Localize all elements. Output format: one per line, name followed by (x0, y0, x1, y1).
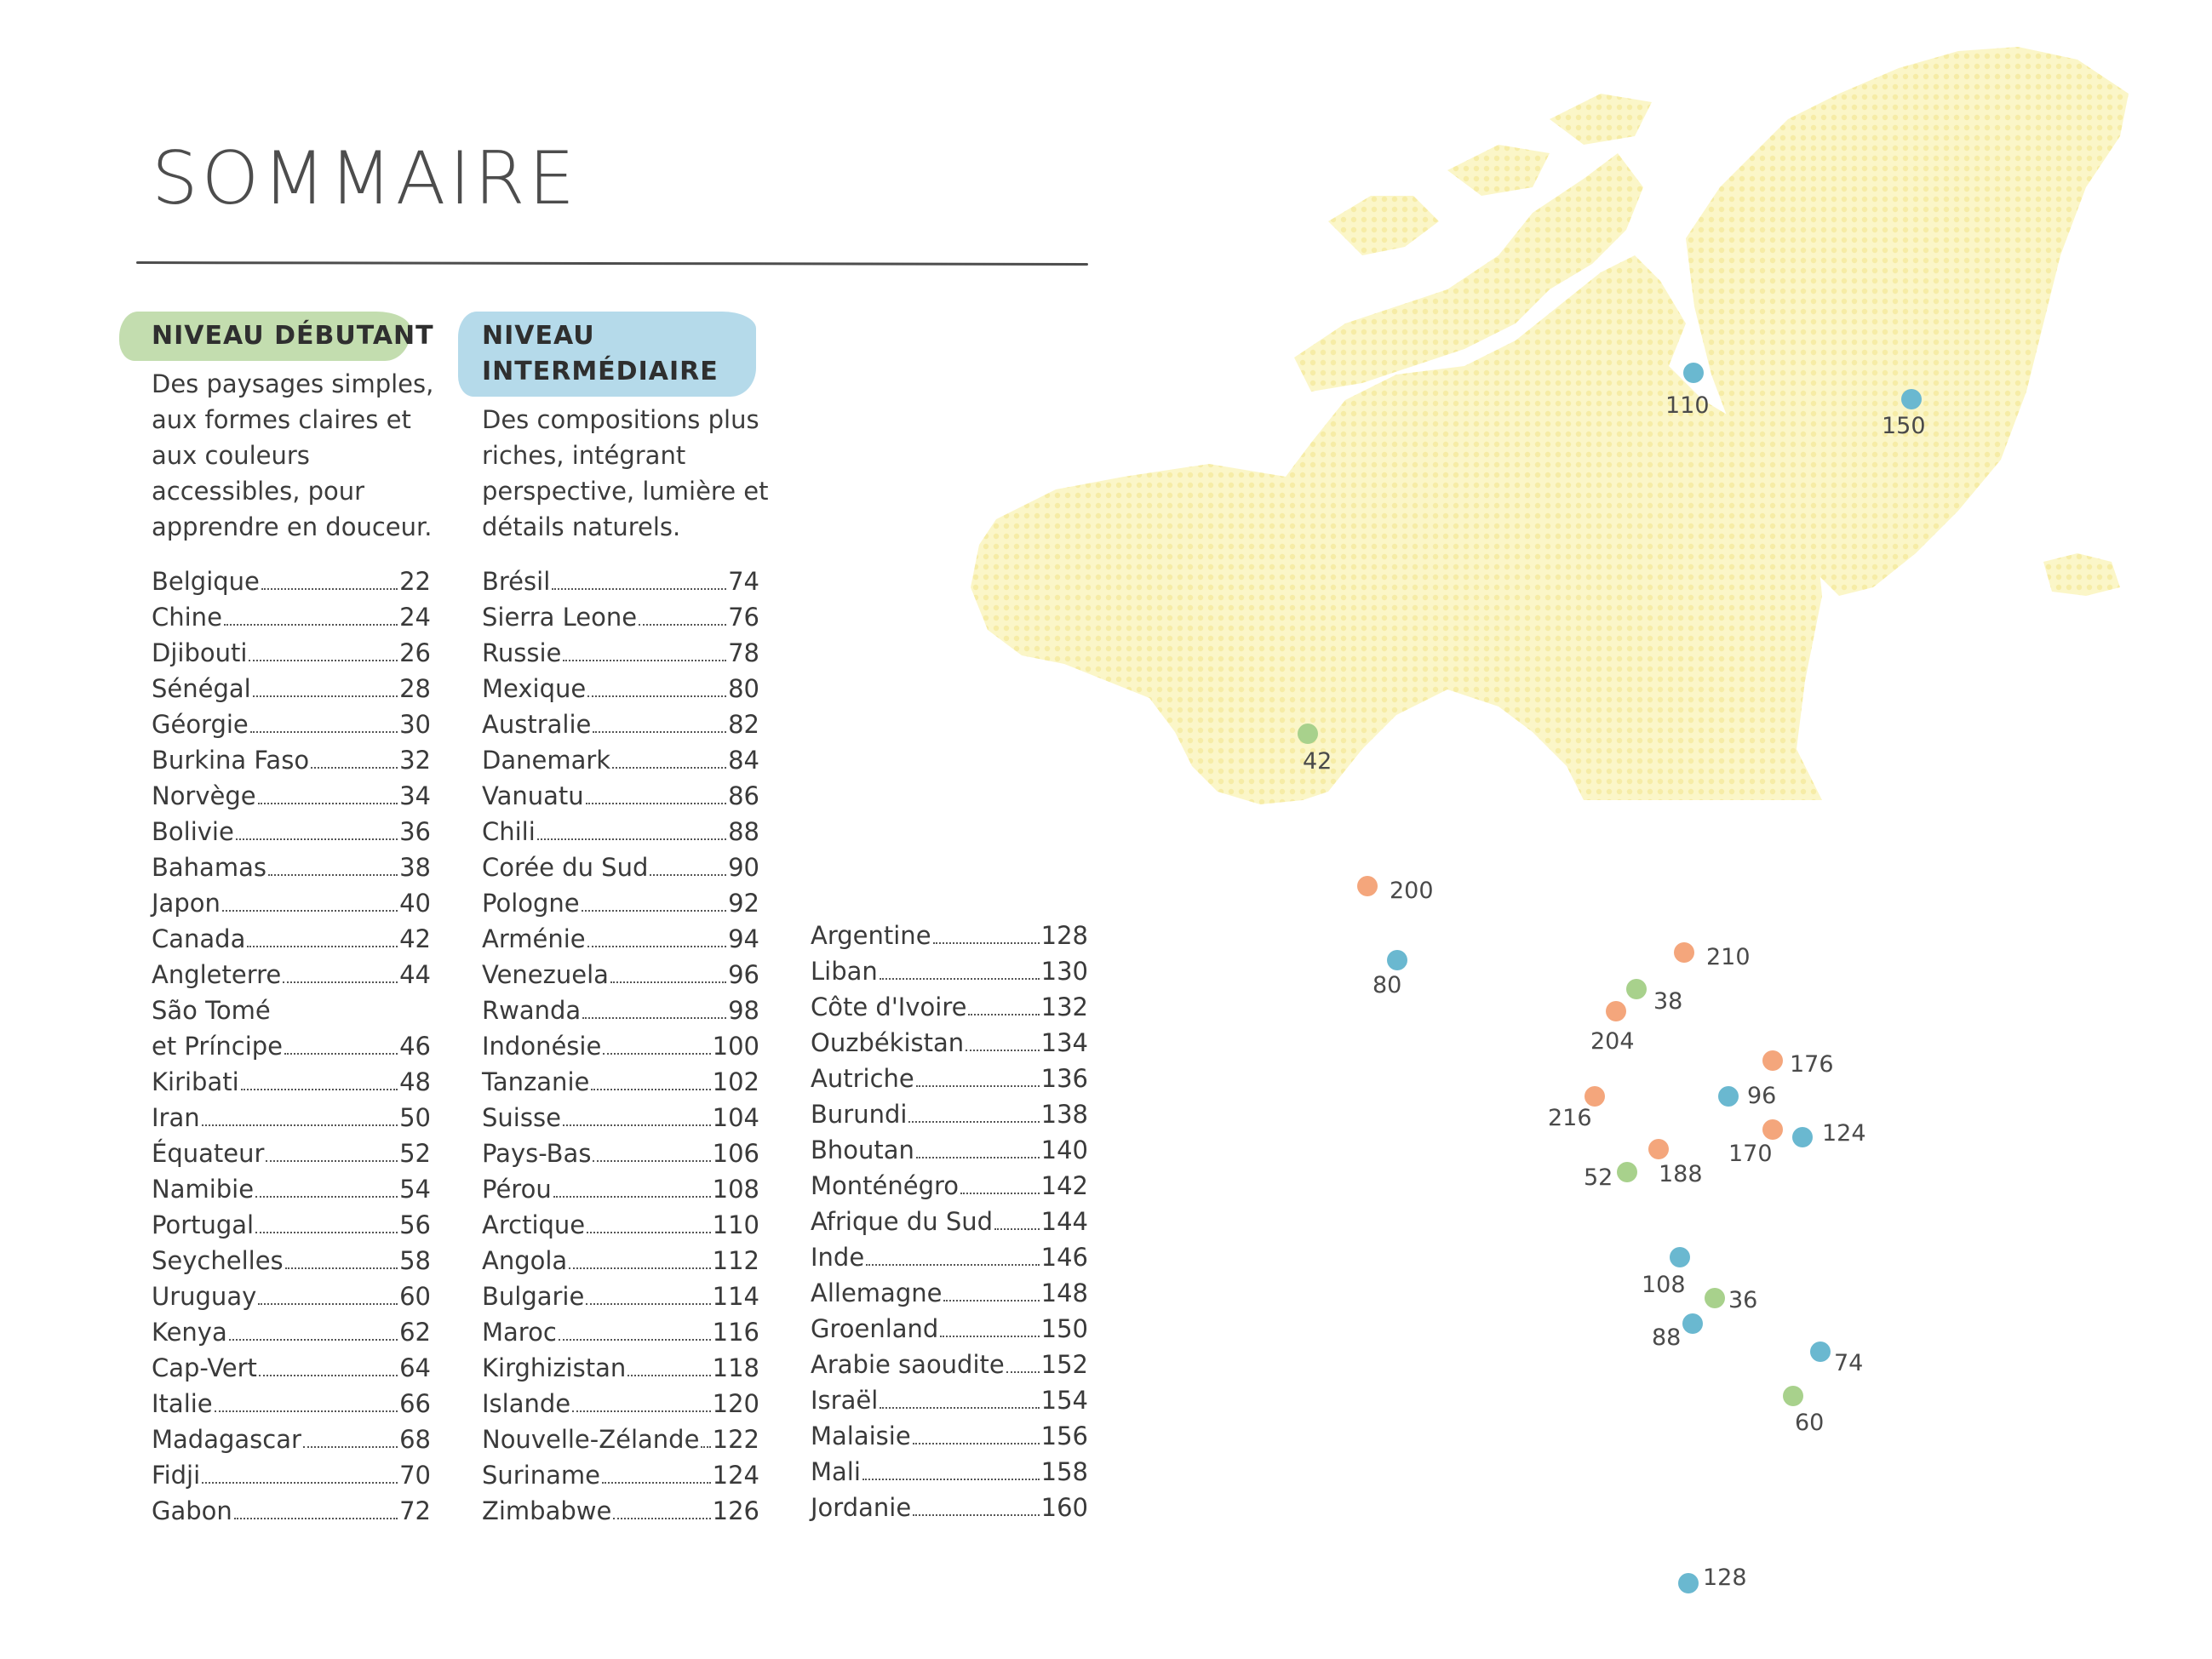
toc-entry[interactable]: Zimbabwe 126 (482, 1496, 759, 1525)
toc-entry[interactable]: Kenya 62 (152, 1318, 431, 1347)
map-marker[interactable] (1718, 1083, 1776, 1109)
toc-entry[interactable]: et Príncipe 46 (152, 1032, 431, 1061)
toc-entry[interactable]: Burundi 138 (811, 1100, 1088, 1129)
toc-entry[interactable]: Angleterre 44 (152, 960, 431, 989)
toc-entry[interactable]: Chine 24 (152, 603, 431, 632)
svg-text:42: 42 (1303, 748, 1332, 775)
level-badge-beginner (152, 318, 434, 354)
map-marker[interactable] (1810, 1342, 1863, 1376)
toc-entry[interactable]: Équateur 52 (152, 1139, 431, 1168)
toc-entry[interactable]: Norvège 34 (152, 781, 431, 810)
toc-entry[interactable]: Côte d'Ivoire 132 (811, 993, 1088, 1021)
toc-entry[interactable]: Pérou 108 (482, 1175, 759, 1204)
toc-entry[interactable]: Bolivie 36 (152, 817, 431, 846)
map-marker[interactable] (1548, 1086, 1605, 1131)
toc-entry[interactable]: Italie 66 (152, 1389, 431, 1418)
svg-text:96: 96 (1747, 1083, 1777, 1109)
toc-entry[interactable]: Ouzbékistan 134 (811, 1028, 1088, 1057)
toc-entry[interactable]: Kiribati 48 (152, 1067, 431, 1096)
svg-text:74: 74 (1834, 1350, 1864, 1376)
svg-text:110: 110 (1665, 392, 1710, 419)
map-marker[interactable] (1678, 1565, 1747, 1593)
toc-entry[interactable]: Arctique 110 (482, 1210, 759, 1239)
svg-text:204: 204 (1590, 1028, 1635, 1055)
level-description-beginner: Des paysages simples, aux formes claires et aux couleurs accessibles, pour apprendre en douceur. (152, 369, 434, 541)
badge-label: NIVEAU INTERMÉDIAIRE (482, 321, 719, 386)
toc-entry[interactable]: Vanuatu 86 (482, 781, 759, 810)
toc-entry[interactable]: Mexique 80 (482, 674, 759, 703)
toc-list-intermediate (482, 563, 759, 1529)
toc-entry[interactable]: Japon 40 (152, 889, 431, 918)
toc-entry[interactable]: Géorgie 30 (152, 710, 431, 739)
toc-entry[interactable]: Mali 158 (811, 1457, 1088, 1486)
toc-entry[interactable]: Inde 146 (811, 1243, 1088, 1272)
svg-text:60: 60 (1795, 1410, 1825, 1436)
svg-text:36: 36 (1728, 1287, 1758, 1313)
map-marker[interactable] (1590, 1001, 1635, 1055)
map-marker[interactable] (1762, 1050, 1834, 1078)
toc-entry[interactable]: São Tomé (152, 996, 271, 1025)
svg-text:88: 88 (1652, 1324, 1682, 1351)
toc-entry[interactable]: Monténégro 142 (811, 1171, 1088, 1200)
toc-entry[interactable]: Allemagne 148 (811, 1279, 1088, 1307)
toc-entry[interactable]: Portugal 56 (152, 1210, 431, 1239)
svg-text:210: 210 (1706, 944, 1751, 970)
toc-entry[interactable]: Burkina Faso 32 (152, 746, 431, 775)
toc-entry[interactable]: Bahamas 38 (152, 853, 431, 882)
map-marker[interactable] (1626, 979, 1682, 1015)
toc-entry[interactable]: Bulgarie 114 (482, 1282, 759, 1311)
page-title: SOMMAIRE (152, 136, 578, 221)
toc-entry[interactable]: Indonésie 100 (482, 1032, 759, 1061)
toc-entry[interactable]: Suriname 124 (482, 1461, 759, 1490)
map-marker[interactable] (1584, 1162, 1637, 1191)
map-marker[interactable] (1652, 1313, 1703, 1351)
toc-entry[interactable]: Argentine 128 (811, 921, 1088, 950)
map-marker[interactable] (1882, 389, 1926, 439)
toc-entry[interactable]: Canada 42 (152, 924, 431, 953)
toc-entry[interactable]: Jordanie 160 (811, 1493, 1088, 1522)
toc-entry[interactable]: Tanzanie 102 (482, 1067, 759, 1096)
toc-entry[interactable]: Fidji 70 (152, 1461, 431, 1490)
map-marker[interactable] (1783, 1386, 1824, 1436)
toc-entry[interactable]: Kirghizistan 118 (482, 1353, 759, 1382)
toc-entry[interactable]: Cap-Vert 64 (152, 1353, 431, 1382)
toc-entry[interactable]: Danemark 84 (482, 746, 759, 775)
svg-text:216: 216 (1548, 1105, 1592, 1131)
svg-text:128: 128 (1703, 1565, 1747, 1591)
toc-entry[interactable]: Djibouti 26 (152, 638, 431, 667)
toc-entry[interactable]: Autriche 136 (811, 1064, 1088, 1093)
map-marker[interactable] (1665, 363, 1710, 419)
map-marker[interactable] (1642, 1247, 1690, 1298)
toc-list-beginner (152, 563, 431, 1529)
svg-text:124: 124 (1822, 1120, 1866, 1147)
toc-entry[interactable]: Afrique du Sud 144 (811, 1207, 1088, 1236)
toc-entry[interactable]: Sénégal 28 (152, 674, 431, 703)
map-marker[interactable] (1357, 876, 1434, 904)
toc-entry[interactable]: Venezuela 96 (482, 960, 759, 989)
svg-text:188: 188 (1659, 1161, 1703, 1187)
toc-entry[interactable]: Islande 120 (482, 1389, 759, 1418)
toc-entry[interactable]: Malaisie 156 (811, 1422, 1088, 1450)
toc-entry[interactable]: Madagascar 68 (152, 1425, 431, 1454)
toc-entry[interactable]: Liban 130 (811, 957, 1088, 986)
toc-entry[interactable]: Arménie 94 (482, 924, 759, 953)
map-marker[interactable] (1792, 1120, 1866, 1147)
level-badge-intermediate (482, 318, 737, 390)
toc-entry[interactable]: Arabie saoudite 152 (811, 1350, 1088, 1379)
toc-entry[interactable]: Rwanda 98 (482, 996, 759, 1025)
toc-entry[interactable]: Sierra Leone 76 (482, 603, 759, 632)
svg-text:52: 52 (1584, 1164, 1613, 1191)
badge-label: NIVEAU DÉBUTANT (152, 321, 434, 351)
svg-text:108: 108 (1642, 1272, 1686, 1298)
svg-text:150: 150 (1882, 413, 1926, 439)
map-marker[interactable] (1372, 950, 1407, 998)
toc-entry[interactable]: Angola 112 (482, 1246, 759, 1275)
toc-entry[interactable]: Australie 82 (482, 710, 759, 739)
toc-entry[interactable]: Namibie 54 (152, 1175, 431, 1204)
toc-entry[interactable]: Corée du Sud 90 (482, 853, 759, 882)
level-description-intermediate: Des compositions plus riches, intégrant perspective, lumière et détails naturels. (482, 405, 769, 541)
toc-entry[interactable]: Iran 50 (152, 1103, 431, 1132)
toc-list-advanced (811, 918, 1088, 1525)
map-marker[interactable] (1648, 1139, 1703, 1187)
map-marker[interactable] (1674, 942, 1751, 970)
toc-entry[interactable]: Nouvelle-Zélande 122 (482, 1425, 759, 1454)
map-marker[interactable] (1705, 1287, 1757, 1313)
toc-entry[interactable]: Gabon 72 (152, 1496, 431, 1525)
svg-text:80: 80 (1372, 972, 1402, 998)
toc-entry[interactable]: Uruguay 60 (152, 1282, 431, 1311)
toc-entry[interactable]: Chili 88 (482, 817, 759, 846)
toc-entry[interactable]: Pays-Bas 106 (482, 1139, 759, 1168)
toc-entry[interactable]: Suisse 104 (482, 1103, 759, 1132)
map-marker[interactable] (1728, 1119, 1783, 1167)
svg-text:200: 200 (1390, 878, 1434, 904)
toc-entry[interactable]: Belgique 22 (152, 567, 431, 596)
svg-text:176: 176 (1790, 1051, 1834, 1078)
toc-entry[interactable]: Russie 78 (482, 638, 759, 667)
toc-entry[interactable]: Pologne 92 (482, 889, 759, 918)
svg-text:170: 170 (1728, 1141, 1773, 1167)
toc-entry[interactable]: Bhoutan 140 (811, 1136, 1088, 1164)
toc-entry[interactable]: Seychelles 58 (152, 1246, 431, 1275)
toc-entry[interactable]: Brésil 74 (482, 567, 759, 596)
svg-text:38: 38 (1653, 988, 1683, 1015)
toc-entry[interactable]: Groenland 150 (811, 1314, 1088, 1343)
toc-entry[interactable]: Maroc 116 (482, 1318, 759, 1347)
toc-entry[interactable]: Israël 154 (811, 1386, 1088, 1415)
map-marker[interactable] (1298, 724, 1332, 775)
